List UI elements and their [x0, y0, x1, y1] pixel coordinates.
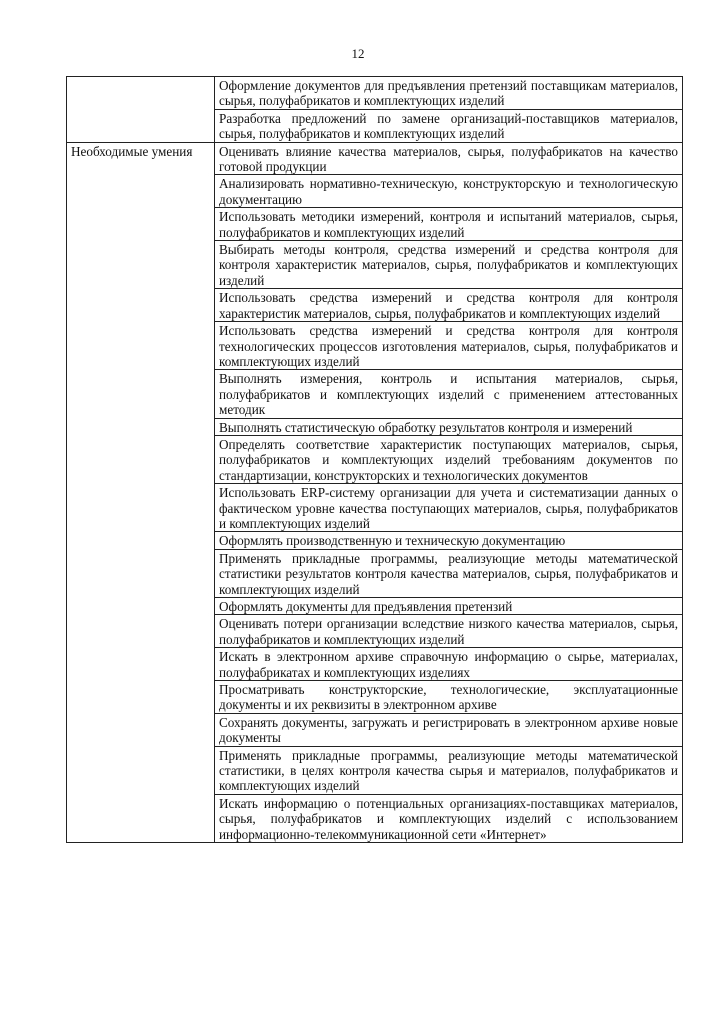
prev-item: Разработка предложений по замене организаций-поставщиков материалов, сырья, полуфабрикатов и комплектующих изделий	[215, 109, 683, 142]
prev-section-label-cell	[67, 77, 215, 143]
skill-item: Использовать ERP-систему организации для учета и систематизации данных о фактическом уровне качества поступающих материалов, сырья, полуфабрикатов и комплектующих изделий	[215, 484, 683, 532]
skill-item: Использовать средства измерений и средства контроля для контроля технологических процессов изготовления материалов, сырья, полуфабрикатов и комплектующих изделий	[215, 322, 683, 370]
skill-item: Оценивать влияние качества материалов, сырья, полуфабрикатов на качество готовой продукции	[215, 142, 683, 175]
skill-item: Использовать средства измерений и средства контроля для контроля характеристик материалов, сырья, полуфабрикатов и комплектующих изделий	[215, 289, 683, 322]
skill-item: Применять прикладные программы, реализующие методы математической статистики, в целях контроля качества сырья и материалов, полуфабрикатов и комплектующих изделий	[215, 746, 683, 794]
page-number: 12	[351, 46, 365, 61]
skill-item: Анализировать нормативно-техническую, конструкторскую и технологическую документацию	[215, 175, 683, 208]
skill-item: Оценивать потери организации вследствие низкого качества материалов, сырья, полуфабрикатов и комплектующих изделий	[215, 615, 683, 648]
skill-item: Определять соответствие характеристик поступающих материалов, сырья, полуфабрикатов и комплектующих изделий требованиям документов по стандартизации, конструкторских и технологических документов	[215, 435, 683, 483]
skill-item: Выполнять измерения, контроль и испытания материалов, сырья, полуфабрикатов и комплектующих изделий с применением аттестованных методик	[215, 370, 683, 418]
skill-item: Просматривать конструкторские, технологические, эксплуатационные документы и их реквизиты в электронном архиве	[215, 681, 683, 714]
skill-item: Сохранять документы, загружать и регистрировать в электронном архиве новые документы	[215, 713, 683, 746]
skill-item: Использовать методики измерений, контроля и испытаний материалов, сырья, полуфабрикатов и комплектующих изделий	[215, 208, 683, 241]
skill-item: Применять прикладные программы, реализующие методы математической статистики результатов контроля качества материалов, сырья, полуфабрикатов и комплектующих изделий	[215, 549, 683, 597]
skill-item: Оформлять документы для предъявления претензий	[215, 598, 683, 615]
requirements-table	[66, 76, 683, 843]
skill-item: Искать информацию о потенциальных организациях-поставщиках материалов, сырья, полуфабрикатов и комплектующих изделий с использованием информационно-телекоммуникационной сети «Интернет»	[215, 794, 683, 842]
skill-item: Оформлять производственную и техническую документацию	[215, 532, 683, 549]
table-row	[67, 142, 683, 175]
table-row	[67, 77, 683, 110]
skill-item: Выбирать методы контроля, средства измерений и средства контроля для контроля характеристик материалов, сырья, полуфабрикатов и комплектующих изделий	[215, 241, 683, 289]
skill-item: Искать в электронном архиве справочную информацию о сырье, материалах, полуфабрикатах и комплектующих изделиях	[215, 648, 683, 681]
skills-label: Необходимые умения	[67, 142, 215, 842]
prev-item: Оформление документов для предъявления претензий поставщикам материалов, сырья, полуфабрикатов и комплектующих изделий	[215, 77, 683, 110]
skill-item: Выполнять статистическую обработку результатов контроля и измерений	[215, 418, 683, 435]
